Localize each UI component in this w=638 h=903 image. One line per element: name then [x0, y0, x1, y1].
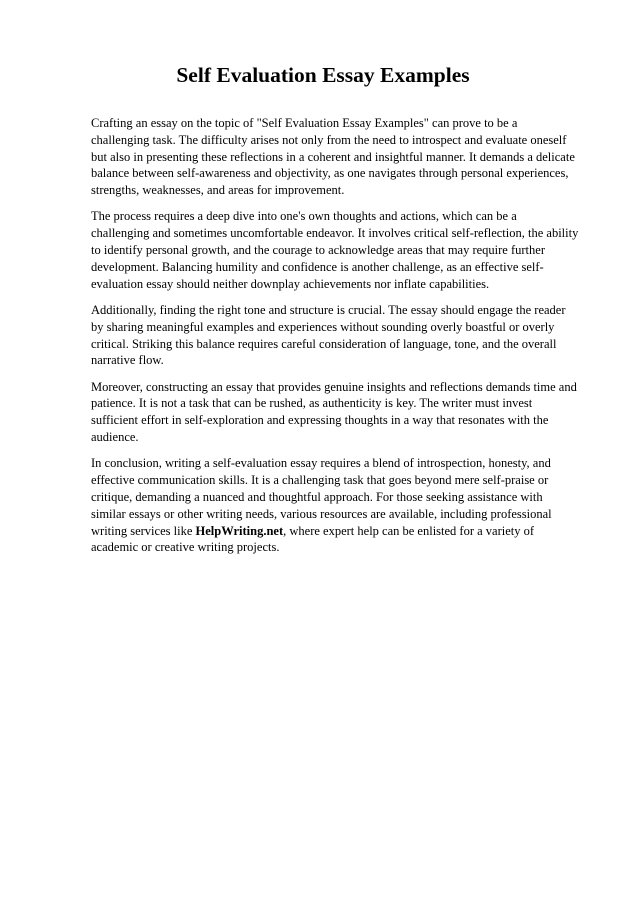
link-line-after: , where expert help can be enlisted for a variety of	[283, 523, 535, 538]
text-line: In conclusion, writing a self-evaluation essay requires a blend of introspection, honesty, and	[91, 456, 551, 471]
text-line: challenging and sometimes uncomfortable endeavor. It involves critical self-reflection, the ability	[91, 226, 579, 241]
text-line: critical. Striking this balance requires careful consideration of language, tone, and the overall	[91, 336, 557, 351]
text-line: patience. It is not a task that can be rushed, as authenticity is key. The writer must invest	[91, 396, 533, 411]
text-line: sufficient effort in self-exploration and expressing thoughts in a way that resonates with the	[91, 413, 549, 428]
text-line: but also in presenting these reflections in a coherent and insightful manner. It demands a delicate	[91, 149, 575, 164]
text-line-with-link	[91, 523, 592, 540]
paragraph-3	[91, 302, 592, 369]
text-line: similar essays or other writing needs, various resources are available, including professional	[91, 506, 552, 521]
paragraph-5	[91, 455, 592, 556]
text-line: to identify personal growth, and the courage to acknowledge areas that may require further	[91, 243, 545, 258]
text-line: evaluation essay should neither downplay achievements nor inflate capabilities.	[91, 276, 490, 291]
text-line: audience.	[91, 430, 139, 445]
helpwriting-link[interactable]: HelpWriting.net	[195, 523, 284, 538]
text-line: academic or creative writing projects.	[91, 540, 280, 555]
paragraph-2	[91, 208, 592, 292]
text-line: critique, demanding a nuanced and thoughtful approach. For those seeking assistance with	[91, 489, 543, 504]
text-line: by sharing meaningful examples and experiences without sounding overly boastful or overly	[91, 319, 555, 334]
paragraph-1	[91, 115, 592, 199]
text-line: development. Balancing humility and confidence is another challenge, as an effective self-	[91, 259, 544, 274]
text-line: Additionally, finding the right tone and structure is crucial. The essay should engage the reader	[91, 302, 566, 317]
text-line: Crafting an essay on the topic of "Self Evaluation Essay Examples" can prove to be a	[91, 116, 518, 130]
text-line: balance between self-awareness and objectivity, as one navigates through personal experiences,	[91, 166, 569, 181]
link-line-before: writing services like	[91, 523, 196, 538]
text-line: challenging task. The difficulty arises not only from the need to introspect and evaluate oneself	[91, 132, 567, 147]
paragraph-4	[91, 379, 592, 446]
text-line: effective communication skills. It is a challenging task that goes beyond mere self-praise or	[91, 473, 549, 488]
text-line: The process requires a deep dive into one's own thoughts and actions, which can be a	[91, 209, 517, 224]
text-line: narrative flow.	[91, 353, 164, 368]
text-line: Moreover, constructing an essay that provides genuine insights and reflections demands time and	[91, 379, 577, 394]
document-title: Self Evaluation Essay Examples	[176, 63, 470, 87]
text-line: strengths, weaknesses, and areas for improvement.	[91, 183, 345, 198]
